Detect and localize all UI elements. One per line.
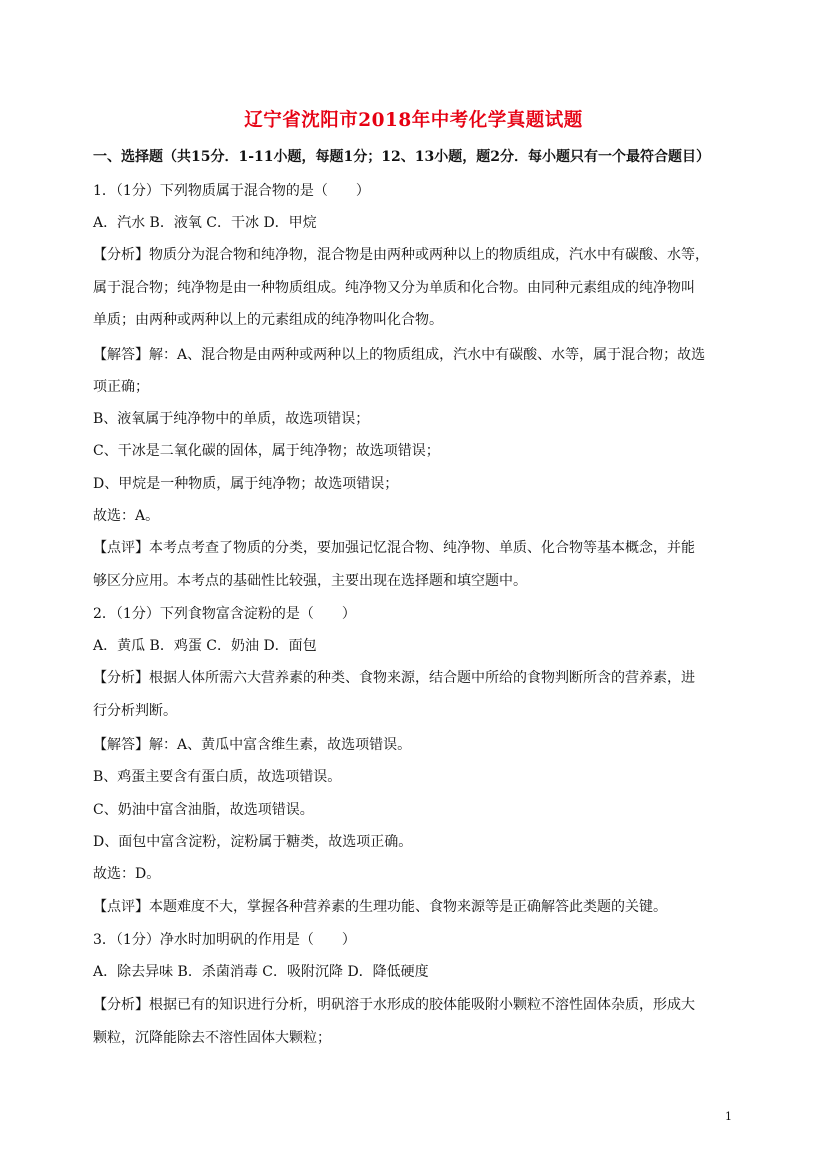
page-number: 1 — [725, 1110, 732, 1123]
q1-choice-line: 故选：A。 — [93, 508, 160, 524]
section-heading: 一、选择题（共15分．1-11小题，每题1分；12、13小题，题2分．每小题只有一个最符合题目） — [93, 149, 710, 165]
q2-answer-line: B、鸡蛋主要含有蛋白质，故选项错误。 — [93, 769, 342, 785]
question-2-options: A．黄瓜 B．鸡蛋 C．奶油 D．面包 — [93, 638, 317, 654]
document-title: 辽宁省沈阳市2018年中考化学真题试题 — [244, 110, 583, 131]
q2-analysis-line: 行分析判断。 — [93, 703, 177, 719]
q1-analysis-line: 属于混合物；纯净物是由一种物质组成。纯净物又分为单质和化合物。由同种元素组成的纯净物叫 — [93, 280, 695, 296]
q2-answer-line: C、奶油中富含油脂，故选项错误。 — [93, 802, 314, 818]
question-3-options: A．除去异味 B．杀菌消毒 C．吸附沉降 D．降低硬度 — [93, 964, 429, 980]
q1-comment-line: 够区分应用。本考点的基础性比较强，主要出现在选择题和填空题中。 — [93, 573, 527, 589]
q1-answer-line: D、甲烷是一种物质，属于纯净物；故选项错误； — [93, 476, 399, 492]
q1-answer-line: C、干冰是二氧化碳的固体，属于纯净物；故选项错误； — [93, 443, 440, 459]
q3-analysis-line: 颗粒，沉降能除去不溶性固体大颗粒； — [93, 1030, 331, 1046]
question-2-stem: 2．（1分）下列食物富含淀粉的是（ ） — [93, 606, 356, 622]
q1-answer-line: 【解答】解：A、混合物是由两种或两种以上的物质组成，汽水中有碳酸、水等，属于混合物；故选 — [93, 347, 706, 363]
q1-analysis-line: 单质；由两种或两种以上的元素组成的纯净物叫化合物。 — [93, 312, 443, 328]
question-1-stem: 1．（1分）下列物质属于混合物的是（ ） — [93, 183, 370, 199]
question-1-options: A．汽水 B．液氧 C．干冰 D．甲烷 — [93, 215, 317, 231]
q2-analysis-line: 【分析】根据人体所需六大营养素的种类、食物来源，结合题中所给的食物判断所含的营养素，进 — [93, 670, 695, 686]
q2-answer-line: D、面包中富含淀粉，淀粉属于糖类，故选项正确。 — [93, 834, 413, 850]
q1-analysis-line: 【分析】物质分为混合物和纯净物，混合物是由两种或两种以上的物质组成，汽水中有碳酸、水等， — [93, 247, 709, 263]
q2-choice-line: 故选：D。 — [93, 866, 161, 882]
q1-answer-line: 项正确； — [93, 379, 149, 395]
q1-comment-line: 【点评】本考点考查了物质的分类，要加强记忆混合物、纯净物、单质、化合物等基本概念，并能 — [93, 540, 695, 556]
q1-answer-line: B、液氧属于纯净物中的单质，故选项错误； — [93, 411, 370, 427]
question-3-stem: 3．（1分）净水时加明矾的作用是（ ） — [93, 932, 356, 948]
q2-comment-line: 【点评】本题难度不大，掌握各种营养素的生理功能、食物来源等是正确解答此类题的关键。 — [93, 899, 667, 915]
q3-analysis-line: 【分析】根据已有的知识进行分析，明矾溶于水形成的胶体能吸附小颗粒不溶性固体杂质，形成大 — [93, 997, 695, 1013]
q2-answer-line: 【解答】解：A、黄瓜中富含维生素，故选项错误。 — [93, 737, 412, 753]
